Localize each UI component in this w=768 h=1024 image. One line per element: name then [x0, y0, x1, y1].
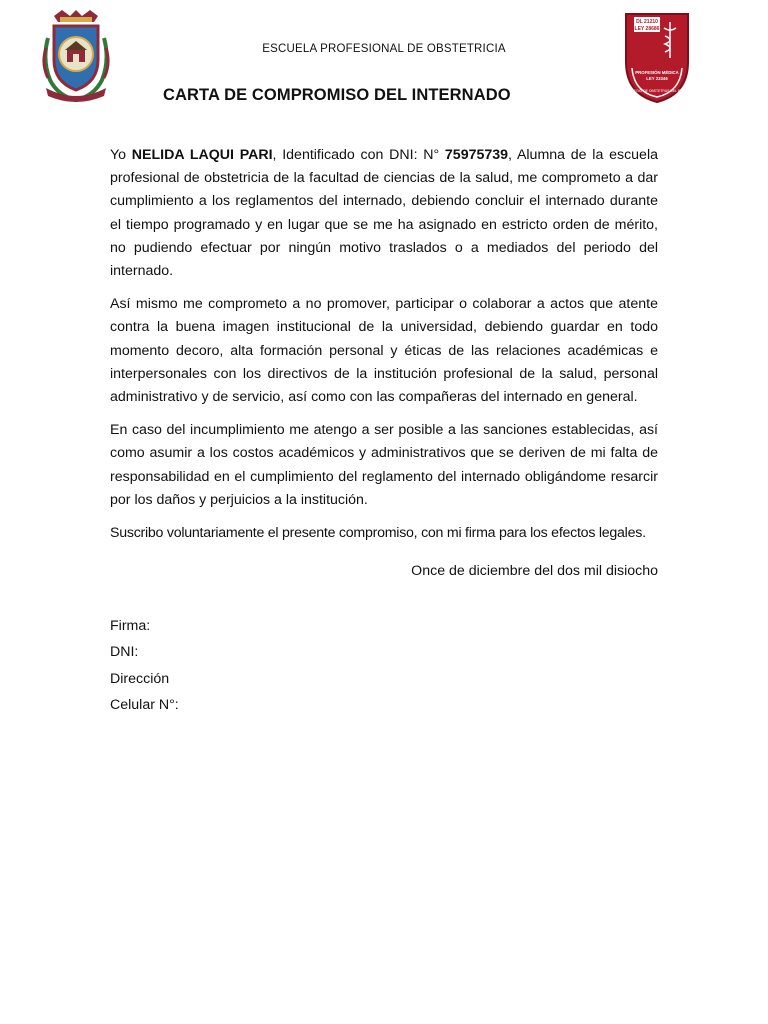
paragraph-commitment: [110, 144, 658, 283]
school-name: ESCUELA PROFESIONAL DE OBSTETRICIA: [262, 43, 506, 55]
student-name: NELIDA LAQUI PARI: [131, 147, 273, 163]
shield-label-4: LEY 23346: [646, 76, 668, 81]
paragraph-sanctions: En caso del incumplimiento me atengo a ser posible a las sanciones establecidas, así como asumir a los costos académicos y administrativos que se deriven de mi falta de responsabilidad en el cumplimiento del reglamento del internado obligándome resarcir por los daños y perjuicios a la institución.: [110, 422, 658, 508]
document-title: CARTA DE COMPROMISO DEL INTERNADO: [163, 86, 511, 104]
field-firma-label: Firma:: [110, 618, 151, 634]
obstetrics-shield-emblem-icon: [620, 12, 694, 104]
text-dni-label: , Identificado con DNI: N°: [272, 147, 445, 163]
shield-label-3: PROFESIÓN MÉDICA: [635, 70, 679, 75]
paragraph-conduct: Así mismo me comprometo a no promover, participar o colaborar a actos que atente contra la buena imagen institucional de la universidad, debiendo guardar en todo momento decoro, alta formación personal y éticas de las relaciones académicas e interpersonales con los directivos de la institución profesional de la salud, personal administrativo y de servicio, así como con las compañeras del internado en general.: [110, 296, 658, 406]
shield-label-1: DL 21210: [636, 19, 658, 25]
student-dni: 75975739: [444, 147, 509, 163]
university-coat-of-arms-icon: [40, 8, 112, 104]
field-dni-label: DNI:: [110, 644, 139, 661]
field-celular-label: Celular N°:: [110, 696, 179, 713]
coat-of-arms-crest: [54, 10, 98, 22]
paragraph-signature-statement: Suscribo voluntariamente el presente compromiso, con mi firma para los efectos legales.: [110, 525, 646, 542]
signature-fields: [110, 616, 179, 721]
field-direccion-label: Dirección: [110, 670, 170, 687]
shield-ring-text: COLEGIO DE OBSTETRAS DEL PERÚ: [626, 89, 688, 93]
letter-body: [110, 144, 658, 555]
shield-label-2: LEY 28686: [634, 26, 660, 32]
text-yo: Yo: [110, 147, 132, 163]
text-commitment: , Alumna de la escuela profesional de obstetricia de la facultad de ciencias de la salud, me comprometo a dar cumplimiento a los reglamentos del internado, debiendo concluir el internado durante el tiempo programado y en lugar que se me ha asignado en estricto orden de mérito, no pudiendo efectuar por ningún motivo traslados o a mediados del periodo del internado.: [110, 147, 658, 280]
coat-of-arms-shield: [54, 26, 98, 90]
letter-date: Once de diciembre del dos mil disiocho: [411, 563, 658, 579]
